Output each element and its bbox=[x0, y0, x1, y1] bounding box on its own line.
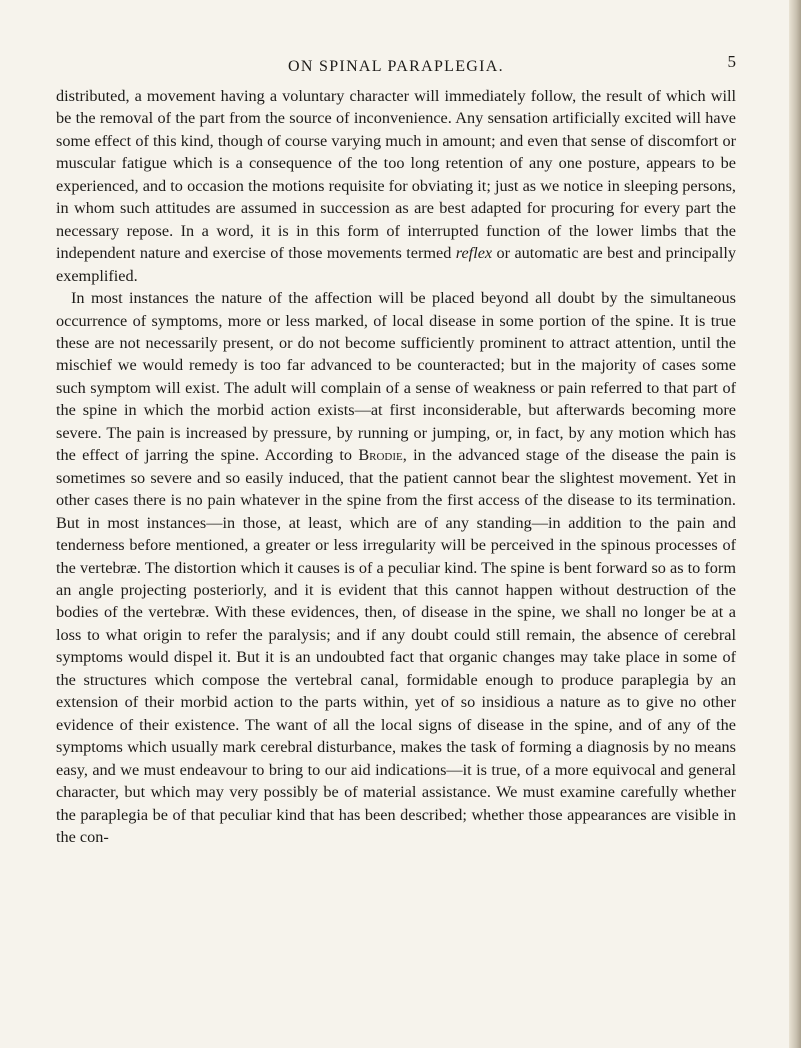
paragraph-1-text-a: distributed, a movement having a voluntary character will immediately follow, the result of which will be the removal of the part from the source of inconvenience. Any sensation artificially excited will have some effect of this kind, though of course varying much in amount; and even that sense of discomfort or muscular fatigue which is a consequence of the too long retention of any one posture, appears to be experienced, and to occasion the motions requisite for obviating it; just as we notice in sleeping persons, in whom such attitudes are assumed in succession as are best adapted for procuring for every part the necessary repose. In a word, it is in this form of interrupted function of the lower limbs that the independent nature and exercise of those movements termed bbox=[56, 87, 736, 263]
author-name-brodie: Brodie bbox=[358, 446, 403, 465]
body-text bbox=[56, 85, 736, 848]
paragraph-1-text-b: or automatic are best and principally exemplified. bbox=[56, 244, 736, 285]
paragraph-1 bbox=[56, 85, 736, 287]
italic-term-reflex: reflex bbox=[455, 244, 493, 263]
paragraph-2-text-b: , in the advanced stage of the disease the pain is sometimes so severe and so easily induced, that the patient cannot bear the slightest movement. Yet in other cases there is no pain whatever in the spine from the first access of the disease to its termination. But in most instances—in those, at least, which are of any standing—in addition to the pain and tenderness before mentioned, a greater or less irregularity will be perceived in the spinous processes of the vertebræ. The distortion which it causes is of a peculiar kind. The spine is bent forward so as to form an angle projecting posteriorly, and it is evident that this cannot happen without destruction of the bodies of the vertebræ. With these evidences, then, of disease in the spine, we shall no longer be at a loss to what origin to refer the paralysis; and if any doubt could still remain, the absence of cerebral symptoms would dispel it. But it is an undoubted fact that organic changes may take place in some of the structures which compose the vertebral canal, formidable enough to produce paraplegia by an extension of their morbid action to the parts within, yet of so insidious a nature as to give no other evidence of their existence. The want of all the local signs of disease in the spine, and of any of the symptoms which usually mark cerebral disturbance, makes the task of forming a diagnosis by no means easy, and we must endeavour to bring to our aid indications—it is true, of a more equivocal and general character, but which may very possibly be of material assistance. We must examine carefully whether the paraplegia be of that peculiar kind that has been described; whether those appearances are visible in the con- bbox=[56, 446, 737, 846]
page-edge bbox=[789, 0, 801, 1048]
page-header bbox=[56, 52, 736, 80]
paragraph-2 bbox=[56, 287, 736, 848]
paragraph-2-text-a: In most instances the nature of the affection will be placed beyond all doubt by the simultaneous occurrence of symptoms, more or less marked, of local disease in some portion of the spine. It is true these are not necessarily present, or do not become sufficiently prominent to attract attention, until the mischief we would remedy is too far advanced to be counteracted; but in the majority of cases some such symptom will exist. The adult will complain of a sense of weakness or pain referred to that part of the spine in which the morbid action exists—at first inconsiderable, but afterwards becoming more severe. The pain is increased by pressure, by running or jumping, or, in fact, by any motion which has the effect of jarring the spine. According to bbox=[56, 289, 736, 465]
page-number: 5 bbox=[727, 52, 736, 71]
running-head: ON SPINAL PARAPLEGIA. bbox=[288, 58, 504, 75]
